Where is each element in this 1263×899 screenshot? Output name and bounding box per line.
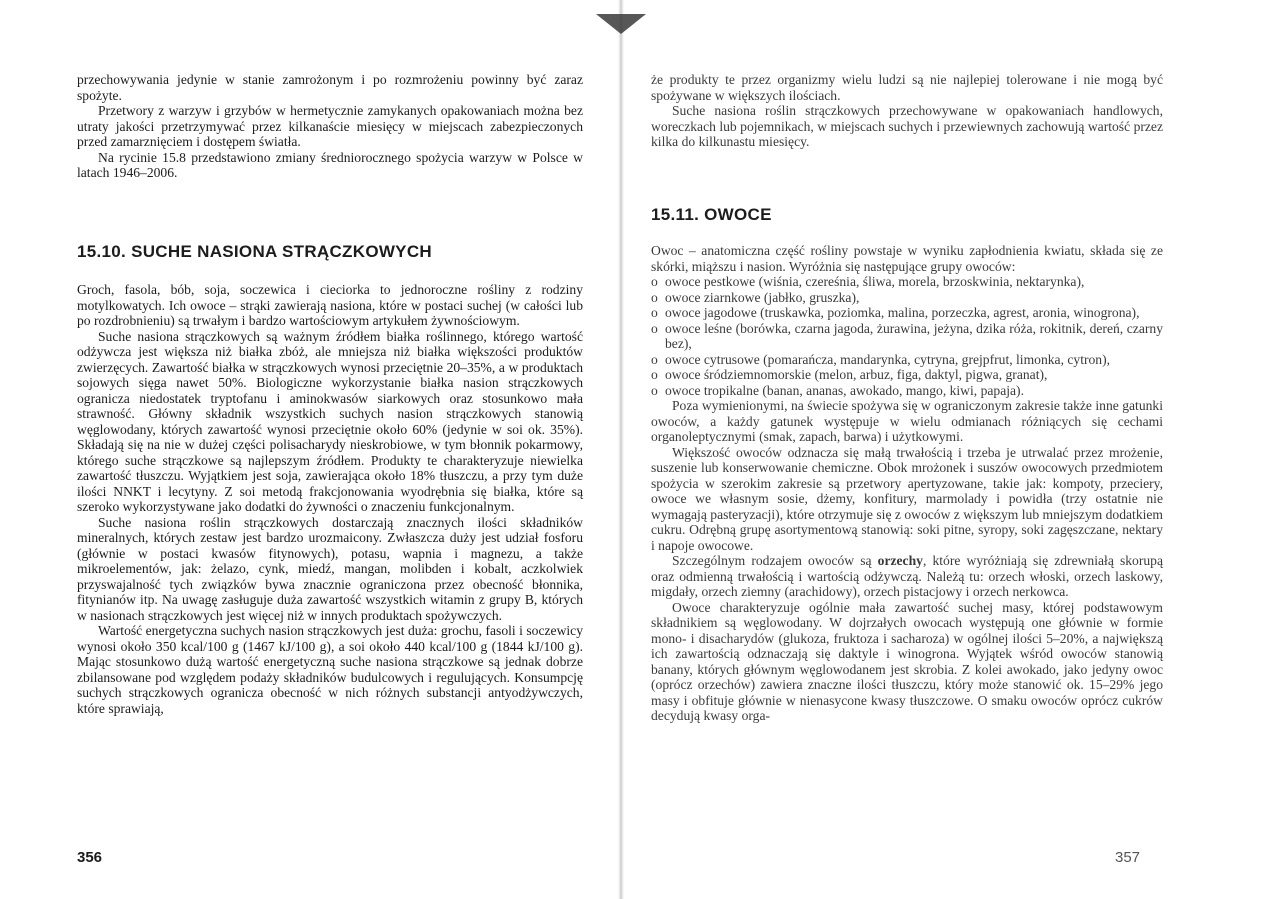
bullet: o bbox=[651, 382, 658, 398]
fruit-groups-list bbox=[651, 274, 1163, 398]
list-item bbox=[651, 274, 1163, 290]
list-item-text: owoce leśne (borówka, czarna jagoda, żurawina, jeżyna, dzika róża, rokitnik, dereń, czarny bez), bbox=[665, 320, 1163, 351]
left-intro-text bbox=[77, 72, 583, 181]
nuts-paragraph bbox=[651, 553, 1163, 600]
list-item bbox=[651, 352, 1163, 368]
paragraph: Przetwory z warzyw i grzybów w hermetycznie zamykanych opakowaniach można bez utraty jakości przetrzymywać przez kilkanaście miesięcy w miejscach zabezpieczonych przed zamarznięciem i dostępem światła. bbox=[77, 103, 583, 149]
list-item bbox=[651, 305, 1163, 321]
right-section-text bbox=[651, 243, 1163, 724]
bullet: o bbox=[651, 320, 658, 336]
list-item-text: owoce ziarnkowe (jabłko, gruszka), bbox=[665, 289, 860, 305]
list-item-text: owoce pestkowe (wiśnia, czereśnia, śliwa, morela, brzoskwinia, nektarynka), bbox=[665, 274, 1085, 289]
bullet: o bbox=[651, 367, 658, 382]
paragraph: Poza wymienionymi, na świecie spożywa się w ograniczonym zakresie także inne gatunki owoców, a każdy gatunek występuje w wielu odmianach różniących się cechami organoleptycznymi (smak, zapach, barwa) i użytkowymi. bbox=[651, 398, 1163, 444]
page-number: 356 bbox=[77, 849, 103, 866]
paragraph: Owoce charakteryzuje ogólnie mała zawartość suchej masy, której podstawowym składnikiem są węglowodany. W dojrzałych owocach występują one głównie w formie mono- i disacharydów (glukoza, fruktoza i sacharoza) w ogólnej ilości 5–20%, a największą ich zawartością odznaczają się daktyle i winogrona. Wyjątek wśród owoców stanowią banany, których głównym węglowodanem jest skrobia. Z kolei awokado, jako jedyny owoc (oprócz orzechów) zawiera znaczne ilości tłuszczu, który może stanowić ok. 15–29% jego masy i obfituje głównie w nienasycone kwasy tłuszczowe. O smaku owoców oprócz cukrów decydują kwasy orga- bbox=[651, 599, 1163, 723]
paragraph: Większość owoców odznacza się małą trwałością i trzeba je utrwalać przez mrożenie, suszenie lub konserwowanie chemiczne. Obok mrożonek i suszów owocowych przedmiotem spożycia w szerokim zakresie są przetwory apertyzowane, takie jak: kompoty, przeciery, owoce we własnym sosie, dżemy, konfitury, marmolady i powidła (trzy ostatnie nie wymagają pasteryzacji), które otrzymuje się z owoców z większym lub mniejszym dodatkiem cukru. Odrębną grupę asortymentową stanowią: soki pitne, syropy, soki zagęszczane, nektary i napoje owocowe. bbox=[651, 444, 1163, 553]
section-heading: 15.11. OWOCE bbox=[651, 205, 772, 224]
list-item-text: owoce tropikalne (banan, ananas, awokado, mango, kiwi, papaja). bbox=[665, 382, 1024, 398]
paragraph: że produkty te przez organizmy wielu ludzi są nie najlepiej tolerowane i nie mogą być spożywane w większych ilościach. bbox=[651, 72, 1163, 103]
paragraph: Groch, fasola, bób, soja, soczewica i cieciorka to jednoroczne rośliny z rodziny motylkowatych. Ich owoce – strąki zawierają nasiona, które w postaci suchej (w całości lub po rozdrobnieniu) są trwałym i bardzo wartościowym artykułem żywnościowym. bbox=[77, 282, 583, 328]
paragraph: Wartość energetyczna suchych nasion strączkowych jest duża: grochu, fasoli i soczewicy wynosi około 350 kcal/100 g (1467 kJ/100 g), a soi około 440 kcal/100 g (1844 kJ/100 g). Mając stosunkowo dużą wartość energetyczną suche nasiona strączkowe są jednak dobrze zbilansowane pod względem podaży składników budulcowych i regulujących. Konsumpcję suchych strączkowych ogranicza obecność w nich różnych substancji antyodżywczych, które sprawiają, bbox=[77, 623, 583, 716]
bullet: o bbox=[651, 289, 658, 305]
paragraph: Owoc – anatomiczna część rośliny powstaje w wyniku zapłodnienia kwiatu, składa się ze skórki, miąższu i nasion. Wyróżnia się następujące grupy owoców: bbox=[651, 243, 1163, 274]
list-item bbox=[651, 321, 1163, 352]
list-item bbox=[651, 290, 1163, 306]
page-number: 357 bbox=[1115, 849, 1141, 866]
left-page bbox=[0, 0, 618, 899]
list-item bbox=[651, 383, 1163, 399]
right-intro-text bbox=[651, 72, 1163, 150]
list-item-text: owoce śródziemnomorskie (melon, arbuz, figa, daktyl, pigwa, granat), bbox=[665, 367, 1048, 382]
paragraph: Suche nasiona strączkowych są ważnym źródłem białka roślinnego, którego wartość odżywcza jest większa niż białka zbóż, ale mniejsza niż białka większości produktów zwierzęcych. Zawartość białka w strączkowych wynosi przeciętnie 20–35%, a w produktach sojowych sięga nawet 50%. Biologiczne wykorzystanie białka nasion strączkowych ogranicza niedostatek tryptofanu i aminokwasów siarkowych oraz stosunkowo mała strawność. Główny składnik wszystkich suchych nasion strączkowych stanowią węglowodany, których zawartość wynosi przeciętnie około 60% (jedynie w soi ok. 35%). Składają się na nie w dużej części polisacharydy nieskrobiowe, w tym błonnik pokarmowy, którego suche strączkowe są najlepszym źródłem. Produkty te charakteryzuje niewielka zawartość tłuszczu. Wyjątkiem jest soja, zawierająca około 18% tłuszczu, a przy tym duże ilości NNKT i lecytyny. Z soi metodą frakcjonowania wyodrębnia się białka, które są szeroko wykorzystywane jako dodatki do żywności o znaczeniu funkcjonalnym. bbox=[77, 328, 583, 514]
bullet: o bbox=[651, 274, 658, 289]
bullet: o bbox=[651, 305, 658, 320]
left-section-text bbox=[77, 282, 583, 716]
nuts-term: orzechy bbox=[877, 553, 923, 568]
paragraph: Suche nasiona roślin strączkowych przechowywane w opakowaniach handlowych, woreczkach lub pojemnikach, w miejscach suchych i przewiewnych zachowują wartość przez kilka do kilkunastu miesięcy. bbox=[651, 103, 1163, 149]
bullet: o bbox=[651, 351, 658, 367]
list-item-text: owoce jagodowe (truskawka, poziomka, malina, porzeczka, agrest, aronia, winogrona), bbox=[665, 305, 1140, 320]
list-item-text: owoce cytrusowe (pomarańcza, mandarynka, cytryna, grejpfrut, limonka, cytron), bbox=[665, 351, 1111, 367]
list-item bbox=[651, 367, 1163, 383]
section-heading: 15.10. SUCHE NASIONA STRĄCZKOWYCH bbox=[77, 242, 432, 261]
nuts-text-before: Szczególnym rodzajem owoców są bbox=[672, 553, 878, 568]
paragraph: Na rycinie 15.8 przedstawiono zmiany średniorocznego spożycia warzyw w Polsce w latach 1946–2006. bbox=[77, 149, 583, 180]
paragraph: Suche nasiona roślin strączkowych dostarczają znacznych ilości składników mineralnych, których zestaw jest bardzo urozmaicony. Zwłaszcza duży jest udział fosforu (głównie w postaci kwasów fitynowych), potasu, wapnia i magnezu, a także mikroelementów, jak: żelazo, cynk, miedź, mangan, molibden i kobalt, aczkolwiek przyswajalność tych związków bywa znacznie ograniczona przez obecność błonnika, fitynianów itp. Na uwagę zasługuje duża zawartość wszystkich witamin z grupy B, których w nasionach strączkowych jest więcej niż w innych produktach spożywczych. bbox=[77, 514, 583, 623]
nuts-text-after: , które wyróżniają się zdrewniałą skorupą oraz odmienną trwałością i wartością odżywczą. Należą tu: orzech włoski, orzech laskowy, migdały, orzech ziemny (arachidowy), orzech pistacjowy i orzech nerkowca. bbox=[651, 553, 1164, 599]
paragraph: przechowywania jedynie w stanie zamrożonym i po rozmrożeniu powinny być zaraz spożyte. bbox=[77, 72, 583, 103]
right-page bbox=[624, 0, 1263, 899]
